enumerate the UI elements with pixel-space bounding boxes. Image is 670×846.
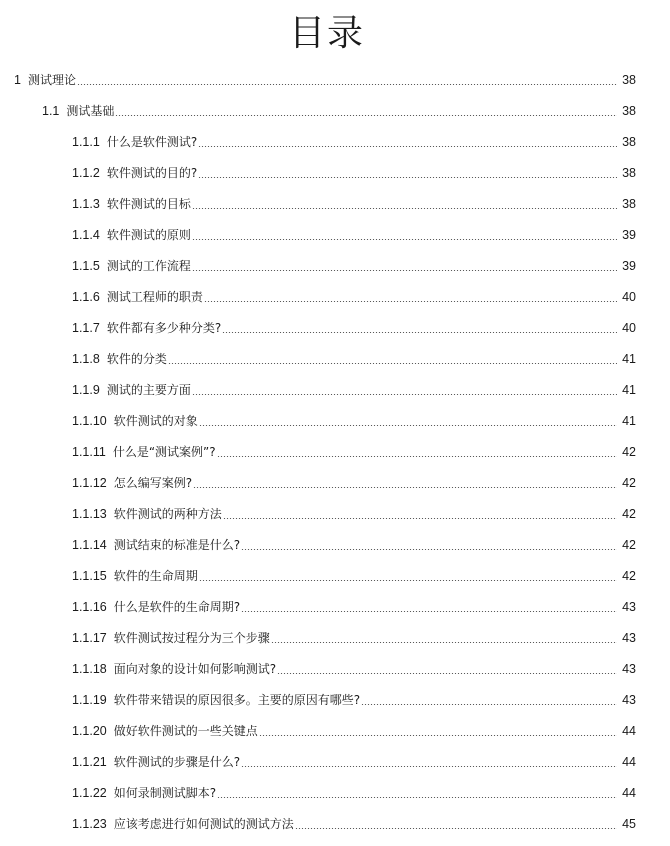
toc-dot-leader xyxy=(277,673,617,674)
toc-entry[interactable] xyxy=(72,628,636,648)
toc-entry-number: 1.1.15 xyxy=(72,569,107,583)
toc-entry-title: 测试的工作流程 xyxy=(106,259,191,273)
toc-entry-title: 做好软件测试的一些关键点 xyxy=(113,724,258,738)
toc-entry-number: 1.1.18 xyxy=(72,662,107,676)
toc-entry-number: 1.1.22 xyxy=(72,786,107,800)
toc-entry[interactable] xyxy=(72,163,636,183)
toc-dot-leader xyxy=(199,425,617,426)
toc-entry-number: 1.1.5 xyxy=(72,259,100,273)
toc-entry-page-number: 38 xyxy=(622,197,636,211)
toc-dot-leader xyxy=(271,642,617,643)
toc-entry-number: 1 xyxy=(14,73,21,87)
toc-entry-number: 1.1.10 xyxy=(72,414,107,428)
toc-entry-title: 软件测试按过程分为三个步骤 xyxy=(113,631,270,645)
toc-entry-page-number: 42 xyxy=(622,476,636,490)
toc-entry-page-number: 38 xyxy=(622,135,636,149)
toc-entry-page-number: 41 xyxy=(622,352,636,366)
toc-entry-number: 1.1.20 xyxy=(72,724,107,738)
toc-entry-number: 1.1.12 xyxy=(72,476,107,490)
toc-dot-leader xyxy=(217,456,617,457)
toc-entry-title: 软件测试的两种方法 xyxy=(113,507,222,521)
toc-entry-number: 1.1.6 xyxy=(72,290,100,304)
toc-entry-page-number: 45 xyxy=(622,817,636,831)
toc-entry-page-number: 42 xyxy=(622,538,636,552)
toc-entry[interactable] xyxy=(72,535,636,555)
toc-dot-leader xyxy=(241,611,617,612)
toc-entry[interactable] xyxy=(72,566,636,586)
toc-entry[interactable] xyxy=(72,752,636,772)
toc-entry[interactable] xyxy=(72,132,636,152)
toc-dot-leader xyxy=(222,332,617,333)
toc-dot-leader xyxy=(168,363,617,364)
toc-dot-leader xyxy=(198,146,617,147)
toc-entry-page-number: 39 xyxy=(622,259,636,273)
toc-entry-page-number: 39 xyxy=(622,228,636,242)
toc-dot-leader xyxy=(115,115,617,116)
toc-entry[interactable] xyxy=(72,442,636,462)
toc-entry[interactable] xyxy=(72,411,636,431)
toc-entry-number: 1.1.2 xyxy=(72,166,100,180)
toc-entry-page-number: 41 xyxy=(622,383,636,397)
toc-entry-number: 1.1.19 xyxy=(72,693,107,707)
toc-dot-leader xyxy=(241,549,617,550)
toc-entry-title: 软件带来错误的原因很多。主要的原因有哪些? xyxy=(113,693,361,707)
toc-entry[interactable] xyxy=(14,70,636,90)
toc-entry-title: 测试工程师的职责 xyxy=(106,290,203,304)
toc-entry-page-number: 44 xyxy=(622,724,636,738)
toc-entry-number: 1.1.17 xyxy=(72,631,107,645)
toc-entry-number: 1.1.7 xyxy=(72,321,100,335)
toc-entry-title: 测试的主要方面 xyxy=(106,383,191,397)
toc-entry-page-number: 38 xyxy=(622,73,636,87)
toc-entry-title: 应该考虑进行如何测试的测试方法 xyxy=(113,817,294,831)
toc-entry[interactable] xyxy=(72,504,636,524)
toc-entry[interactable] xyxy=(72,287,636,307)
toc-dot-leader xyxy=(295,828,617,829)
toc-entry-page-number: 44 xyxy=(622,755,636,769)
toc-entry-page-number: 38 xyxy=(622,104,636,118)
toc-entry-page-number: 38 xyxy=(622,166,636,180)
toc-entry-title: 什么是软件测试? xyxy=(106,135,198,149)
toc-dot-leader xyxy=(198,177,617,178)
toc-entry-title: 如何录制测试脚本? xyxy=(113,786,217,800)
toc-entry-number: 1.1.4 xyxy=(72,228,100,242)
toc-entry[interactable] xyxy=(72,814,636,834)
toc-entry[interactable] xyxy=(72,318,636,338)
toc-entry-page-number: 40 xyxy=(622,321,636,335)
toc-entry[interactable] xyxy=(72,256,636,276)
toc-dot-leader xyxy=(193,487,617,488)
toc-entry[interactable] xyxy=(72,690,636,710)
toc-entry-number: 1.1.3 xyxy=(72,197,100,211)
toc-entry[interactable] xyxy=(72,225,636,245)
toc-entry-title: 软件测试的对象 xyxy=(113,414,198,428)
toc-entry-number: 1.1.9 xyxy=(72,383,100,397)
toc-entry-number: 1.1.1 xyxy=(72,135,100,149)
toc-entry[interactable] xyxy=(72,194,636,214)
toc-entry-title: 测试理论 xyxy=(27,73,76,87)
toc-entry-title: 怎么编写案例? xyxy=(113,476,193,490)
toc-entry-title: 软件测试的步骤是什么? xyxy=(113,755,241,769)
toc-entry[interactable] xyxy=(42,101,636,121)
toc-entry-page-number: 44 xyxy=(622,786,636,800)
toc-entry-number: 1.1.23 xyxy=(72,817,107,831)
toc-entry-title: 软件的生命周期 xyxy=(113,569,198,583)
toc-entry-page-number: 43 xyxy=(622,662,636,676)
toc-dot-leader xyxy=(223,518,617,519)
toc-entry-page-number: 43 xyxy=(622,631,636,645)
toc-entry[interactable] xyxy=(72,783,636,803)
toc-dot-leader xyxy=(361,704,617,705)
toc-entry-title: 测试结束的标准是什么? xyxy=(113,538,241,552)
toc-dot-leader xyxy=(199,580,617,581)
toc-dot-leader xyxy=(192,239,617,240)
toc-entry-title: 测试基础 xyxy=(66,104,115,118)
toc-entry-page-number: 40 xyxy=(622,290,636,304)
toc-entry-page-number: 43 xyxy=(622,600,636,614)
toc-dot-leader xyxy=(192,208,617,209)
toc-entry-page-number: 42 xyxy=(622,507,636,521)
toc-entry-page-number: 41 xyxy=(622,414,636,428)
toc-entry-title: 软件测试的目标 xyxy=(106,197,191,211)
toc-entry-page-number: 43 xyxy=(622,693,636,707)
toc-entry-title: 软件都有多少种分类? xyxy=(106,321,222,335)
toc-entry[interactable] xyxy=(72,597,636,617)
toc-dot-leader xyxy=(259,735,617,736)
toc-dot-leader xyxy=(241,766,617,767)
toc-entry[interactable] xyxy=(72,380,636,400)
toc-entry-number: 1.1.16 xyxy=(72,600,107,614)
toc-entry-title: 面向对象的设计如何影响测试? xyxy=(113,662,277,676)
toc-entry[interactable] xyxy=(72,349,636,369)
toc-entry[interactable] xyxy=(72,659,636,679)
toc-entry[interactable] xyxy=(72,721,636,741)
toc-entry-number: 1.1.21 xyxy=(72,755,107,769)
toc-entry-title: 软件测试的原则 xyxy=(106,228,191,242)
toc-entry-title: 软件的分类 xyxy=(106,352,167,366)
toc-entry-title: 什么是软件的生命周期? xyxy=(113,600,241,614)
toc-entry-title: 软件测试的目的? xyxy=(106,166,198,180)
toc-dot-leader xyxy=(192,394,617,395)
toc-entry-number: 1.1.14 xyxy=(72,538,107,552)
toc-dot-leader xyxy=(204,301,617,302)
toc-dot-leader xyxy=(217,797,617,798)
toc-dot-leader xyxy=(77,84,617,85)
toc-entry-number: 1.1 xyxy=(42,104,60,118)
toc-entry-number: 1.1.8 xyxy=(72,352,100,366)
toc-entry-number: 1.1.13 xyxy=(72,507,107,521)
toc-title: 目录 xyxy=(288,13,365,54)
toc-entry-page-number: 42 xyxy=(622,445,636,459)
toc-entry[interactable] xyxy=(72,473,636,493)
toc-entry-page-number: 42 xyxy=(622,569,636,583)
toc-entry-title: 什么是“测试案例”? xyxy=(112,445,216,459)
toc-entry-number: 1.1.11 xyxy=(72,445,106,459)
toc-dot-leader xyxy=(192,270,617,271)
